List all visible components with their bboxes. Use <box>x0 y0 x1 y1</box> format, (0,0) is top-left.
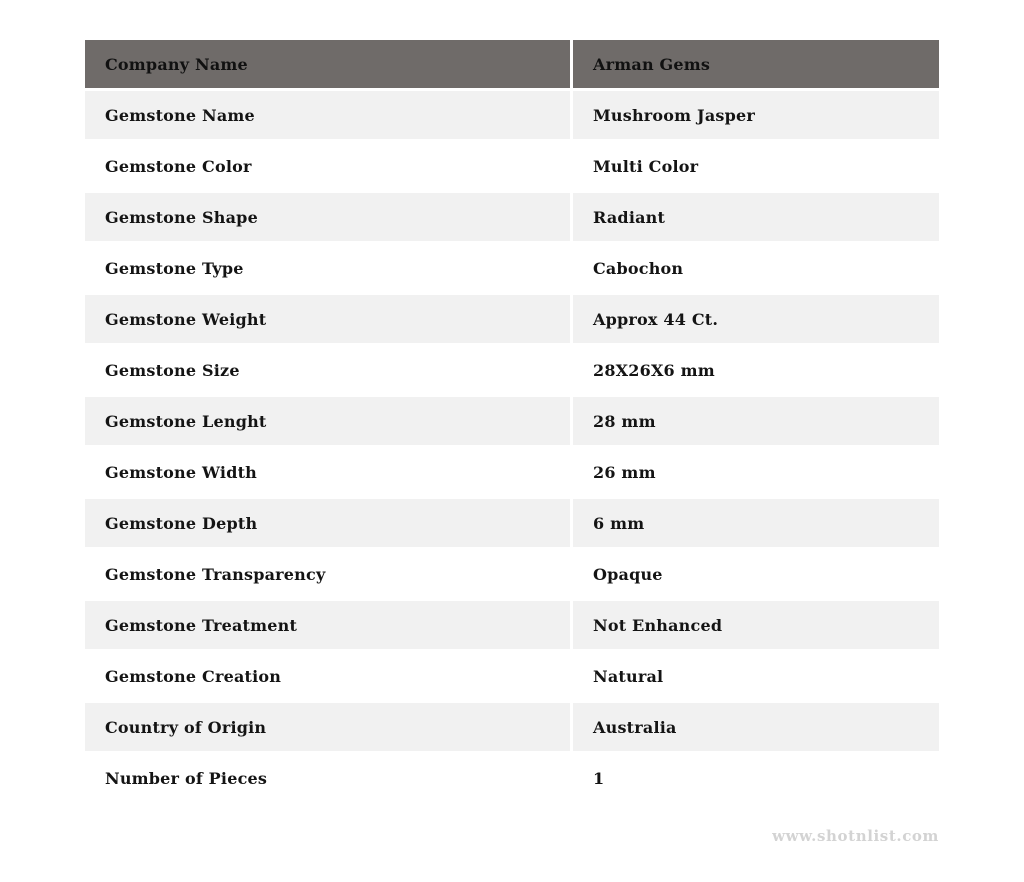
row-value: 26 mm <box>573 448 939 496</box>
row-label: Gemstone Weight <box>85 295 570 343</box>
table-row <box>85 295 939 343</box>
row-value: 28 mm <box>573 397 939 445</box>
table-row <box>85 754 939 802</box>
row-label: Gemstone Shape <box>85 193 570 241</box>
table-row <box>85 397 939 445</box>
row-label: Gemstone Width <box>85 448 570 496</box>
row-label: Gemstone Depth <box>85 499 570 547</box>
table-row <box>85 550 939 598</box>
table-row <box>85 448 939 496</box>
row-value: Approx 44 Ct. <box>573 295 939 343</box>
row-value: Australia <box>573 703 939 751</box>
row-label: Gemstone Transparency <box>85 550 570 598</box>
row-value: Radiant <box>573 193 939 241</box>
row-label: Number of Pieces <box>85 754 570 802</box>
table-row <box>85 346 939 394</box>
table-row <box>85 142 939 190</box>
row-value: Mushroom Jasper <box>573 91 939 139</box>
header-label-cell: Company Name <box>85 40 570 88</box>
row-value: 1 <box>573 754 939 802</box>
watermark-text: www.shotnlist.com <box>772 827 939 845</box>
table-row <box>85 601 939 649</box>
table-body <box>85 91 939 802</box>
row-label: Gemstone Size <box>85 346 570 394</box>
row-label: Gemstone Color <box>85 142 570 190</box>
row-value: Natural <box>573 652 939 700</box>
row-label: Gemstone Treatment <box>85 601 570 649</box>
header-value-cell: Arman Gems <box>573 40 939 88</box>
row-value: 6 mm <box>573 499 939 547</box>
gemstone-spec-table <box>82 37 942 805</box>
header-row <box>85 40 939 88</box>
row-label: Gemstone Creation <box>85 652 570 700</box>
row-label: Gemstone Lenght <box>85 397 570 445</box>
row-label: Gemstone Name <box>85 91 570 139</box>
row-value: Opaque <box>573 550 939 598</box>
table-row <box>85 703 939 751</box>
table-row <box>85 499 939 547</box>
table-row <box>85 193 939 241</box>
row-value: 28X26X6 mm <box>573 346 939 394</box>
table-header <box>85 40 939 88</box>
table-row <box>85 652 939 700</box>
table-row <box>85 91 939 139</box>
table-row <box>85 244 939 292</box>
row-value: Not Enhanced <box>573 601 939 649</box>
row-value: Multi Color <box>573 142 939 190</box>
row-value: Cabochon <box>573 244 939 292</box>
row-label: Country of Origin <box>85 703 570 751</box>
row-label: Gemstone Type <box>85 244 570 292</box>
